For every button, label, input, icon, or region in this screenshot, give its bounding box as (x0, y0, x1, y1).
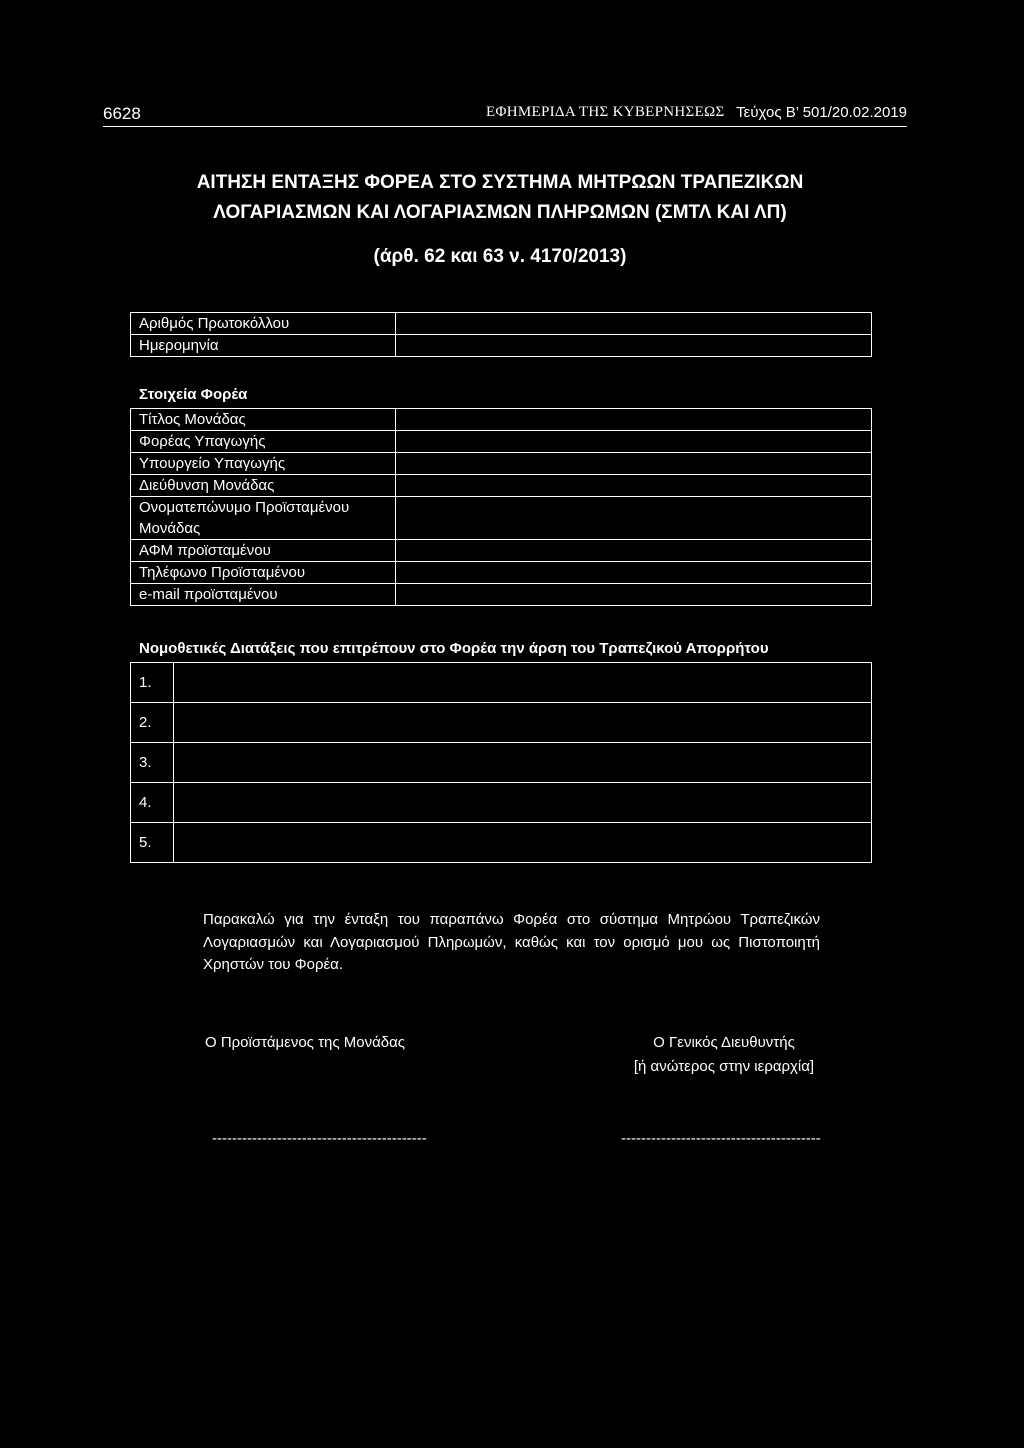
table-row (131, 540, 872, 562)
law-field[interactable] (174, 703, 872, 743)
table-row (131, 335, 872, 357)
table-row (131, 313, 872, 335)
law-number: 4. (131, 783, 174, 823)
signature-left-title: Ο Προϊστάμενος της Μονάδας (204, 1034, 405, 1051)
entity-label: Τίτλος Μονάδας (131, 409, 396, 431)
entity-label: Φορέας Υπαγωγής (131, 431, 396, 453)
law-field[interactable] (174, 743, 872, 783)
table-row (131, 663, 872, 703)
entity-field[interactable] (396, 431, 872, 453)
entity-field[interactable] (396, 409, 872, 431)
law-number: 3. (131, 743, 174, 783)
document-title (130, 168, 870, 272)
request-paragraph: Παρακαλώ για την ένταξη του παραπάνω Φορέα στο σύστημα Μητρώου Τραπεζικών Λογαριασμών και Λογαριασμού Πληρωμών, καθώς και τον ορισμό μου ως Πιστοποιητή Χρηστών του Φορέα. (203, 911, 820, 973)
table-row (131, 497, 872, 540)
table-row (131, 703, 872, 743)
signature-right-title: Ο Γενικός Διευθυντής (653, 1034, 795, 1051)
entity-label: Διεύθυνση Μονάδας (131, 475, 396, 497)
laws-section-title: Νομοθετικές Διατάξεις που επιτρέπουν στο Φορέα την άρση του Τραπεζικού Απορρήτου (139, 640, 769, 657)
law-field[interactable] (174, 823, 872, 863)
table-row (131, 475, 872, 497)
table-row (131, 431, 872, 453)
date-field[interactable] (396, 335, 872, 357)
entity-label: Υπουργείο Υπαγωγής (131, 453, 396, 475)
law-number: 2. (131, 703, 174, 743)
page-number: 6628 (103, 104, 141, 123)
table-row (131, 743, 872, 783)
entity-field[interactable] (396, 540, 872, 562)
entity-table (130, 408, 872, 606)
title-subtitle: (άρθ. 62 και 63 ν. 4170/2013) (373, 246, 627, 267)
entity-field[interactable] (396, 497, 872, 540)
gazette-name: ΕΦΗΜΕΡΙΔΑ ΤΗΣ ΚΥΒΕΡΝΗΣΕΩΣ (486, 104, 725, 120)
entity-label (131, 497, 396, 540)
entity-field[interactable] (396, 562, 872, 584)
law-number: 5. (131, 823, 174, 863)
page-header (103, 100, 907, 127)
entity-field[interactable] (396, 475, 872, 497)
entity-field[interactable] (396, 584, 872, 606)
issue-info: Τεύχος B’ 501/20.02.2019 (736, 104, 907, 121)
entity-label: Τηλέφωνο Προϊσταμένου (131, 562, 396, 584)
signature-right-subtitle: [ή ανώτερος στην ιεραρχία] (633, 1058, 815, 1075)
law-field[interactable] (174, 783, 872, 823)
protocol-number-field[interactable] (396, 313, 872, 335)
table-row (131, 783, 872, 823)
table-row (131, 584, 872, 606)
table-row (131, 562, 872, 584)
table-row (131, 823, 872, 863)
signature-right (614, 1031, 834, 1079)
laws-table (130, 662, 872, 863)
law-number: 1. (131, 663, 174, 703)
entity-label: ΑΦΜ προϊσταμένου (131, 540, 396, 562)
title-line-1: ΑΙΤΗΣΗ ΕΝΤΑΞΗΣ ΦΟΡΕΑ ΣΤΟ ΣΥΣΤΗΜΑ ΜΗΤΡΩΩΝ ΤΡΑΠΕΖΙΚΩΝ (196, 172, 804, 193)
law-field[interactable] (174, 663, 872, 703)
title-line-2: ΛΟΓΑΡΙΑΣΜΩΝ ΚΑΙ ΛΟΓΑΡΙΑΣΜΩΝ ΠΛΗΡΩΜΩΝ (ΣΜΤΛ ΚΑΙ ΛΠ) (213, 202, 787, 223)
entity-label-line-2: Μονάδας (139, 520, 201, 537)
date-label: Ημερομηνία (131, 335, 396, 357)
entity-field[interactable] (396, 453, 872, 475)
entity-section-title: Στοιχεία Φορέα (139, 386, 248, 403)
protocol-number-label: Αριθμός Πρωτοκόλλου (131, 313, 396, 335)
entity-label-line-1: Ονοματεπώνυμο Προϊσταμένου (139, 499, 350, 516)
signature-left (190, 1031, 420, 1055)
table-row (131, 409, 872, 431)
signature-line-right: ---------------------------------------- (621, 1130, 821, 1147)
protocol-table (130, 312, 872, 357)
signature-line-left: ------------------------------------------- (212, 1130, 427, 1147)
table-row (131, 453, 872, 475)
entity-label: e-mail προϊσταμένου (131, 584, 396, 606)
